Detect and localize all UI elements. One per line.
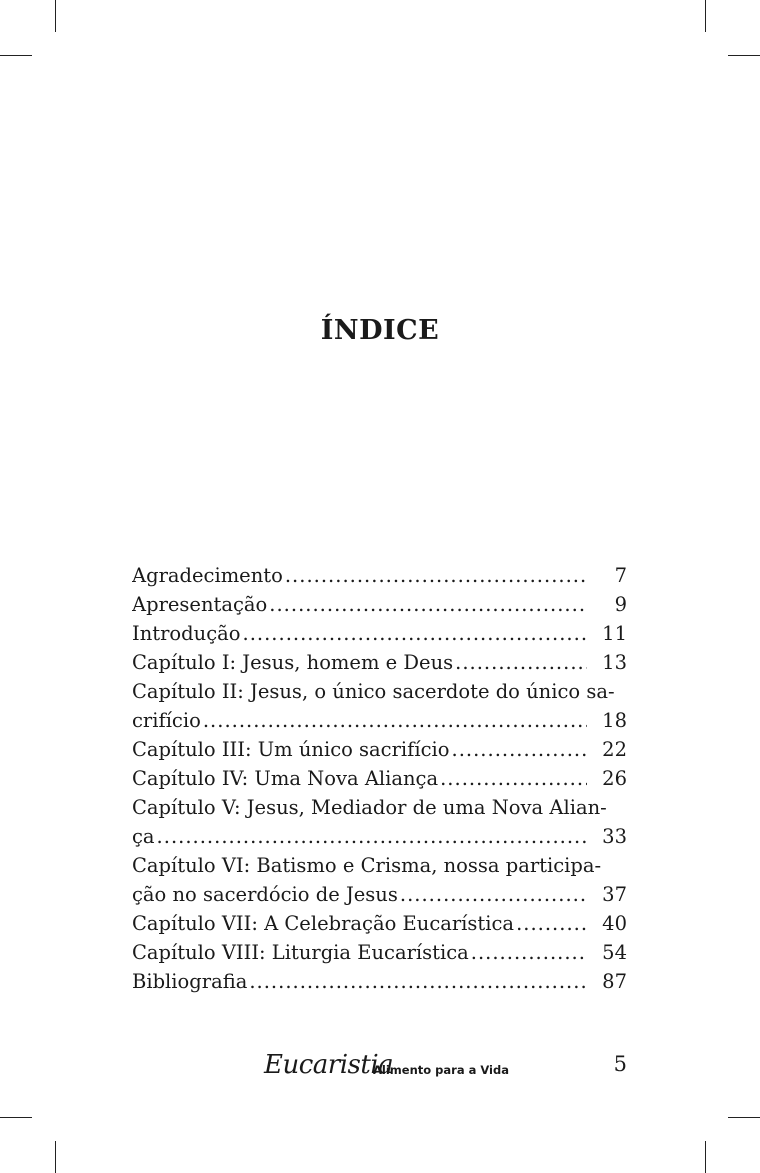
footer-subtitle: Alimento para a Vida [373,1063,509,1077]
toc-entry [132,648,627,677]
toc-entry-page: 33 [602,825,627,848]
toc-entry [132,967,627,996]
toc-entry-label: Capítulo VII: A Celebração Eucarística [132,912,515,935]
toc-leader-dots [157,822,587,851]
toc-entry-page: 37 [602,883,627,906]
toc-leader-dots [516,909,587,938]
toc-leader-dots [203,706,587,735]
crop-mark-bottom-right-horizontal [728,1117,760,1118]
toc-entry-page: 26 [602,767,627,790]
toc-entry-page: 13 [602,651,627,674]
toc-entry [132,706,627,735]
crop-mark-top-right-vertical [705,0,706,32]
crop-mark-bottom-right-vertical [705,1141,706,1173]
toc-leader-dots [249,967,587,996]
toc-entry-label: Capítulo IV: Uma Nova Aliança [132,767,439,790]
toc-entry-label: Agradecimento [132,564,283,587]
toc-entry-page: 7 [614,564,627,587]
toc-leader-dots [285,561,587,590]
toc-entry-label: ção no sacerdócio de Jesus [132,883,398,906]
toc-entry-label: crifício [132,709,201,732]
crop-mark-top-right-horizontal [728,55,760,56]
crop-mark-bottom-left-vertical [55,1141,56,1173]
toc-leader-dots [440,764,587,793]
toc-entry-page: 22 [602,738,627,761]
toc-leader-dots [243,619,588,648]
toc-entry [132,909,627,938]
toc-entry-page: 87 [602,970,627,993]
toc-entry [132,619,627,648]
toc-entry-page: 40 [602,912,627,935]
toc-entry-label: Capítulo VIII: Liturgia Eucarística [132,941,469,964]
crop-mark-top-left-vertical [55,0,56,32]
toc-entry-page: 11 [602,622,627,645]
footer-brand: Eucaristia [264,1050,394,1080]
toc-entry-label: Capítulo III: Um único sacrifício [132,738,450,761]
toc-entry [132,735,627,764]
toc-leader-dots [455,648,587,677]
toc-entry-page: 9 [614,593,627,616]
toc-entry [132,590,627,619]
page-footer [0,1048,760,1088]
toc-entry-label: ça [132,825,155,848]
toc-entry [132,880,627,909]
page-number: 5 [613,1052,627,1076]
toc-entry-label: Bibliografia [132,970,248,993]
toc-leader-dots [400,880,587,909]
toc-entry-continued-line: Capítulo II: Jesus, o único sacerdote do único sa- [132,680,615,703]
toc-entry-page: 54 [602,941,627,964]
toc-entry-continued-line: Capítulo VI: Batismo e Crisma, nossa participa- [132,854,602,877]
crop-mark-top-left-horizontal [0,55,32,56]
toc-entry [132,938,627,967]
table-of-contents [132,561,627,996]
toc-entry-label: Capítulo I: Jesus, homem e Deus [132,651,454,674]
toc-entry [132,822,627,851]
crop-mark-bottom-left-horizontal [0,1117,32,1118]
toc-leader-dots [452,735,587,764]
toc-leader-dots [471,938,587,967]
toc-leader-dots [269,590,587,619]
toc-entry-page: 18 [602,709,627,732]
toc-entry-label: Introdução [132,622,241,645]
toc-entry [132,764,627,793]
page-title: ÍNDICE [320,315,440,346]
toc-entry-label: Apresentação [132,593,268,616]
toc-entry [132,561,627,590]
toc-entry-continued-line: Capítulo V: Jesus, Mediador de uma Nova Alian- [132,796,607,819]
